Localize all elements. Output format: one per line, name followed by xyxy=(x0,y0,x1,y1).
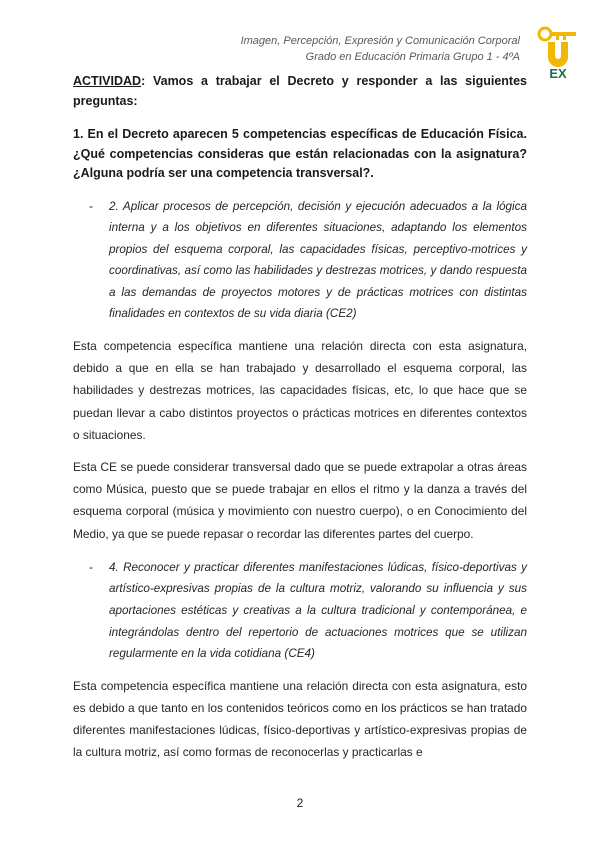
header-group: Grado en Educación Primaria Grupo 1 - 4ºA xyxy=(305,51,520,63)
activity-text: : Vamos a trabajar el Decreto y responder a las siguientes preguntas: xyxy=(73,74,527,108)
question-1: 1. En el Decreto aparecen 5 competencias específicas de Educación Física. ¿Qué competencias consideras que están relacionadas con la asignatura? ¿Alguna podría ser una competencia transversal?. xyxy=(73,127,527,180)
bullet-dash: - xyxy=(89,198,93,213)
paragraph-ce2-relation: Esta competencia específica mantiene una relación directa con esta asignatura, debido a que en ella se han trabajado y desarrollado el esquema corporal, las habilidades y destrezas motrices, las capacidades físicas, etc, lo que hace que se puedan llevar a cabo distintos proyectos o prácticas motrices en diferentes contextos o situaciones. xyxy=(73,339,527,442)
document-body xyxy=(73,72,527,764)
svg-text:EX: EX xyxy=(549,66,567,80)
activity-heading xyxy=(73,72,527,111)
page-number: 2 xyxy=(296,796,304,810)
competence-ce2 xyxy=(73,196,527,326)
competence-ce2-text: 2. Aplicar procesos de percepción, decisión y ejecución adecuados a la lógica interna y a los objetivos en diferentes situaciones, adaptando los elementos propios del esquema corporal, las capacidades físicas, perceptivo-motrices y coordinativas, así como las habilidades y destrezas motrices, y dando respuesta a las demandas de proyectos motores y de prácticas motrices con distintas finalidades en contextos de su vida diaria (CE2) xyxy=(109,199,527,321)
activity-label: ACTIVIDAD xyxy=(73,74,142,88)
bullet-dash: - xyxy=(89,559,93,574)
uex-logo xyxy=(536,24,580,80)
competence-ce4 xyxy=(73,557,527,665)
header-course-title: Imagen, Percepción, Expresión y Comunicación Corporal xyxy=(240,35,520,47)
paragraph-ce4-relation: Esta competencia específica mantiene una relación directa con esta asignatura, esto es debido a que tanto en los contenidos teóricos como en los prácticos se han tratado diferentes manifestaciones lúdicas, físico-deportivas y artístico-expresivas propias de la cultura motriz, así como formas de reconocerlas y practicarlas e xyxy=(73,678,527,760)
competence-ce4-text: 4. Reconocer y practicar diferentes manifestaciones lúdicas, físico-deportivas y artístico-expresivas propias de la cultura motriz, valorando su influencia y sus aportaciones estéticas y creativas a la cultura tradicional y contemporánea, e integrándolas dentro del repertorio de actuaciones motrices que se utilizan regularmente en la vida cotidiana (CE4) xyxy=(109,560,527,661)
page-header xyxy=(241,33,520,65)
paragraph-ce2-transversal: Esta CE se puede considerar transversal dado que se puede extrapolar a otras áreas como Música, puesto que se puede trabajar en ellos el ritmo y la danza a través del esquema corporal (música y movimiento con nuestro cuerpo), o en Conocimiento del Medio, ya que se puede repasar o recordar las diferentes partes del cuerpo. xyxy=(73,460,527,541)
